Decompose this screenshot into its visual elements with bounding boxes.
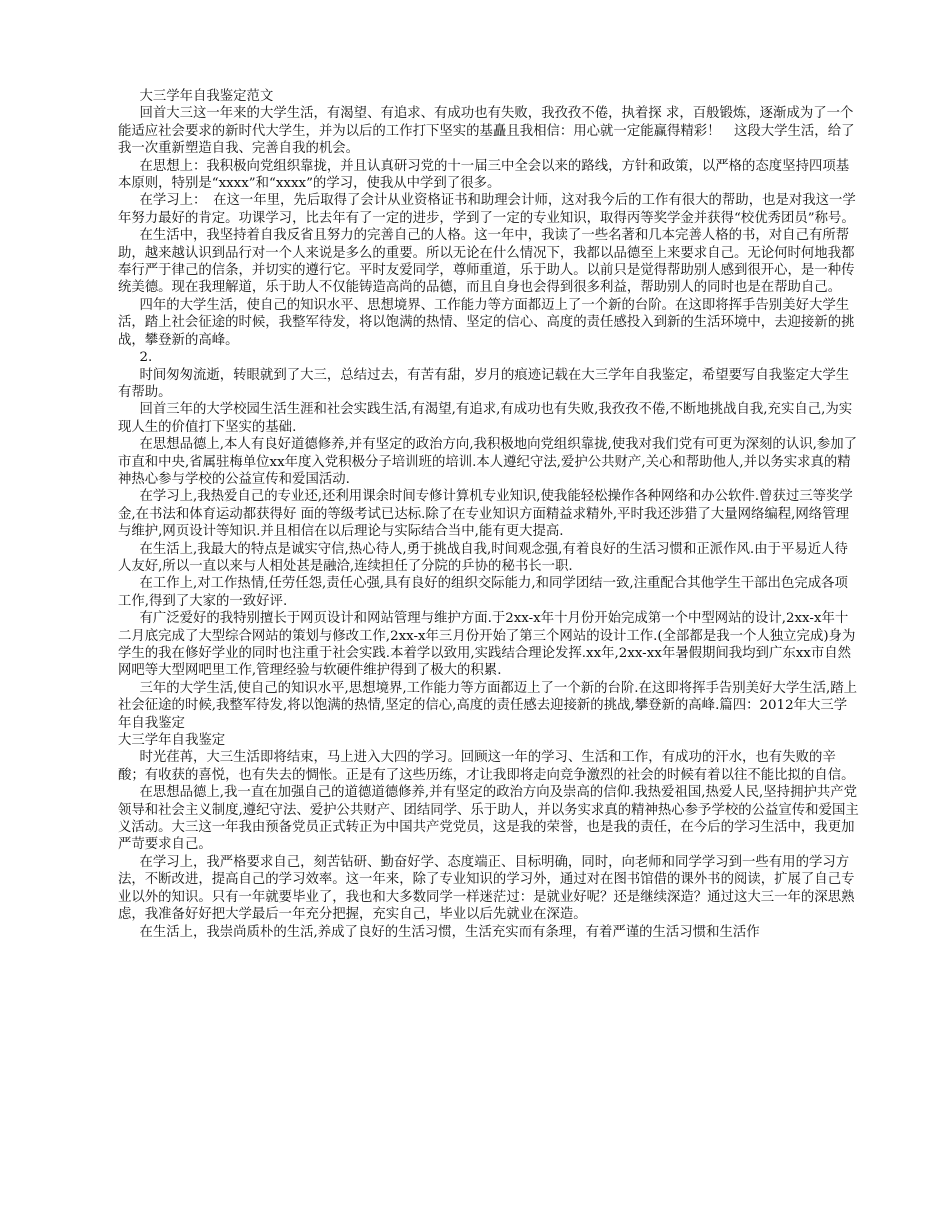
- paragraph: 四年的大学生活，使自己的知识水平、思想境界、工作能力等方面都迈上了一个新的台阶。在这即将挥手告别美好大学生活，踏上社会征途的时候，我整军待发，将以饱满的热情、坚定的信心、高度的责任感投入到新的生活环境中，去迎接新的挑战，攀登新的高峰。: [118, 297, 855, 348]
- section-number: 2.: [139, 350, 153, 366]
- paragraph: 在思想上：我积极向党组织靠拢，并且认真研习党的十一届三中全会以来的路线，方针和政策，以严格的态度坚持四项基本原则，特别是“xxxx”和“xxxx”的学习，使我从中学到了很多。: [118, 158, 850, 192]
- paragraph: 有广泛爱好的我特别擅长于网页设计和网站管理与维护方面.于2xx-x年十月份开始完成第一个中型网站的设计,2xx-x年十二月底完成了大型综合网站的策划与修改工作,2xx-x年三月份开始了第三个网站的设计工作.(全部都是我一个人独立完成)身为学生的我在修好学业的同时也注重于社会实践.本着学以致用,实践结合理论发挥.xx年,2xx-xx年暑假期间我均到广东xx市自然网吧等大型网吧里工作,管理经验与软硬件维护得到了极大的积累.: [118, 611, 856, 679]
- paragraph: 回首三年的大学校园生活生涯和社会实践生活,有渴望,有追求,有成功也有失败,我孜孜不倦,不断地挑战自我,充实自己,为实现人生的价值打下坚实的基础.: [118, 402, 853, 435]
- paragraph: 时光荏苒，大三生活即将结束，马上进入大四的学习。回顾这一年的学习、生活和工作，有成功的汗水，也有失败的辛酸；有收获的喜悦，也有失去的惆怅。正是有了这些历练，才让我即将走向竞争激烈的社会的时候有着以往不能比拟的自信。: [118, 750, 855, 783]
- document-body: [118, 88, 860, 941]
- paragraph: 回首大三这一年来的大学生活，有渴望、有追求、有成功也有失败，我孜孜不倦，执着探 求，百般锻炼，逐渐成为了一个能适应社会要求的新时代大学生，并为以后的工作打下坚实的基矗且我相信：用心就一定能赢得精彩！ 这段大学生活，给了我一次重新塑造自我、完善自我的机会。: [118, 106, 855, 157]
- paragraph: 在生活上,我最大的特点是诚实守信,热心待人,勇于挑战自我,时间观念强,有着良好的生活习惯和正派作风.由于平易近人待人友好,所以一直以来与人相处甚是融洽,连续担任了分院的乒协的秘书长一职.: [118, 541, 848, 574]
- paragraph: 在学习上： 在这一年里，先后取得了会计从业资格证书和助理会计师，这对我今后的工作有很大的帮助，也是对我这一学年努力最好的肯定。功课学习，比去年有了一定的进步，学到了一定的专业知识，取得丙等奖学金并获得“校优秀团员”称号。: [118, 193, 856, 226]
- paragraph: 在学习上，我严格要求自己，刻苦钻研、勤奋好学、态度端正、目标明确，同时，向老师和同学学习到一些有用的学习方法，不断改进，提高自己的学习效率。这一年来，除了专业知识的学习外，通过对在图书馆借的课外书的阅读，扩展了自己专业以外的知识。只有一年就要毕业了，我也和大多数同学一样迷茫过：是就业好呢？还是继续深造？通过这大三一年的深思熟虑，我准备好好把大学最后一年充分把握，充实自己，毕业以后先就业在深造。: [118, 854, 855, 923]
- paragraph: 在生活中，我坚持着自我反省且努力的完善自己的人格。这一年中，我读了一些名著和几本完善人格的书，对自己有所帮助，越来越认识到品行对一个人来说是多么的重要。所以无论在什么情况下，我都以品德至上来要求自己。无论何时何地我都奉行严于律己的信条，并切实的遵行它。平时友爱同学，尊师重道，乐于助人。以前只是觉得帮助别人感到很开心，是一种传统美德。现在我理解道，乐于助人不仅能铸造高尚的品德，而且自身也会得到很多利益，帮助别人的同时也是在帮助自己。: [118, 228, 855, 296]
- paragraph: 在思想品德上,我一直在加强自己的道德道德修养,并有坚定的政治方向及崇高的信仰.我热爱祖国,热爱人民,坚持拥护共产党领导和社会主义制度,遵纪守法、爱护公共财产、团结同学、乐于助人，并以务实求真的精神热心参予学校的公益宣传和爱国主义活动。大三这一年我由预备党员正式转正为中国共产党党员，这是我的荣誉，也是我的责任，在今后的学习生活中，我更加严苛要求自己。: [118, 785, 859, 853]
- paragraph: 在思想品德上,本人有良好道德修养,并有坚定的政治方向,我积极地向党组织靠拢,使我对我们党有可更为深刻的认识,参加了市直和中央,省属驻梅单位xx年度入党积极分子培训班的培训.本人遵纪守法,爱护公共财产,关心和帮助他人,并以务实求真的精神热心参与学校的公益宣传和爱国活动.: [118, 437, 858, 487]
- paragraph: 在工作上,对工作热情,任劳任怨,责任心强,具有良好的组织交际能力,和同学团结一致,注重配合其他学生干部出色完成各项工作,得到了大家的一致好评.: [118, 576, 848, 609]
- section-title: 大三学年自我鉴定: [118, 733, 226, 749]
- paragraph: 在学习上,我热爱自己的专业还,还利用课余时间专修计算机专业知识,使我能轻松操作各种网络和办公软件.曾获过三等奖学金,在书法和体育运动都获得好 面的等级考试已达标.除了在专业知识方面精益求精外,平时我还涉猎了大量网络编程,网络管理与维护,网页设计等知识.并且相信在以后理论与实际结合当中,能有更大提高.: [118, 489, 853, 540]
- paragraph: 时间匆匆流逝，转眼就到了大三，总结过去，有苦有甜，岁月的痕迹记载在大三学年自我鉴定，希望要写自我鉴定大学生有帮助。: [118, 367, 850, 400]
- paragraph: 在生活上，我崇尚质朴的生活,养成了良好的生活习惯，生活充实而有条理，有着严谨的生活习惯和生活作: [139, 924, 760, 940]
- document-title: 大三学年自我鉴定范文: [139, 89, 274, 104]
- paragraph: 三年的大学生活,使自己的知识水平,思想境界,工作能力等方面都迈上了一个新的台阶.在这即将挥手告别美好大学生活,踏上社会征途的时候,我整军待发,将以饱满的热情,坚定的信心,高度的责任感去迎接新的挑战,攀登新的高峰.篇四：2012年大三学年自我鉴定: [118, 680, 858, 731]
